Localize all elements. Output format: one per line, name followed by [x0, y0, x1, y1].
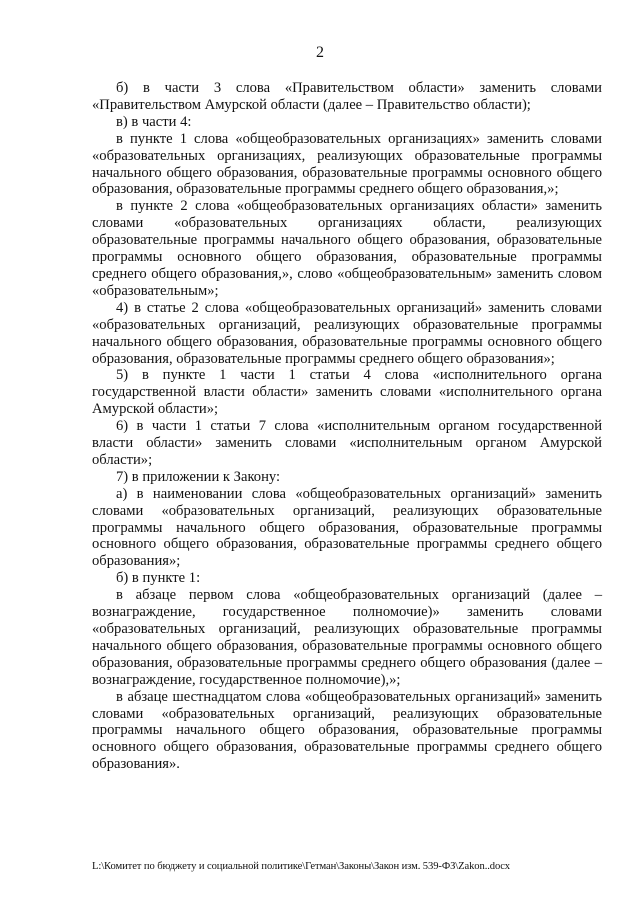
paragraph: в абзаце первом слова «общеобразовательных организаций (далее – вознаграждение, государственное полномочие)» заменить словами «образовательных организаций, реализующих образовательные программы начального общего образования, образовательные программы основного общего образования, образовательные программы среднего общего образования (далее – вознаграждение, государственное полномочие),»; [92, 587, 602, 688]
file-path-footer: L:\Комитет по бюджету и социальной политике\Гетман\Законы\Закон изм. 539-ФЗ\Zakon..docx [92, 861, 510, 872]
page-number: 2 [316, 44, 324, 61]
paragraph: в) в части 4: [116, 113, 192, 130]
paragraph: 6) в части 1 статьи 7 слова «исполнительным органом государственной власти области» заменить словами «исполнительным органом Амурской области»; [92, 418, 602, 468]
document-body [92, 80, 602, 773]
paragraph: 5) в пункте 1 части 1 статьи 4 слова «исполнительного органа государственной власти области» заменить словами «исполнительного органа Амурской области»; [92, 367, 602, 418]
paragraph: 4) в статье 2 слова «общеобразовательных организаций» заменить словами «образовательных организаций, реализующих образовательные программы начального общего образования, образовательные программы основного общего образования, образовательные программы среднего общего образования»; [92, 299, 602, 367]
paragraph: в пункте 1 слова «общеобразовательных организациях» заменить словами «образовательных организациях, реализующих образовательные программы начального общего образования, образовательные программы основного общего образования, образовательные программы среднего общего образования,»; [92, 130, 602, 198]
paragraph: в пункте 2 слова «общеобразовательных организациях области» заменить словами «образовательных организациях области, реализующих образовательные программы начального общего образования, образовательные программы основного общего образования, образовательные программы среднего общего образования,», слово «общеобразовательным» заменить словом «образовательным»; [92, 198, 602, 299]
paragraph: 7) в приложении к Закону: [116, 468, 281, 485]
paragraph: б) в части 3 слова «Правительством области» заменить словами «Правительством Амурской области (далее – Правительство области); [92, 80, 602, 113]
paragraph: в абзаце шестнадцатом слова «общеобразовательных организаций» заменить словами «образовательных организаций, реализующих образовательные программы начального общего образования, образовательные программы основного общего образования, образовательные программы среднего общего образования». [92, 688, 602, 773]
paragraph: а) в наименовании слова «общеобразовательных организаций» заменить словами «образовательных организаций, реализующих образовательные программы начального общего образования, образовательные программы основного общего образования, образовательные программы среднего общего образования»; [92, 485, 602, 570]
paragraph: б) в пункте 1: [116, 570, 201, 587]
